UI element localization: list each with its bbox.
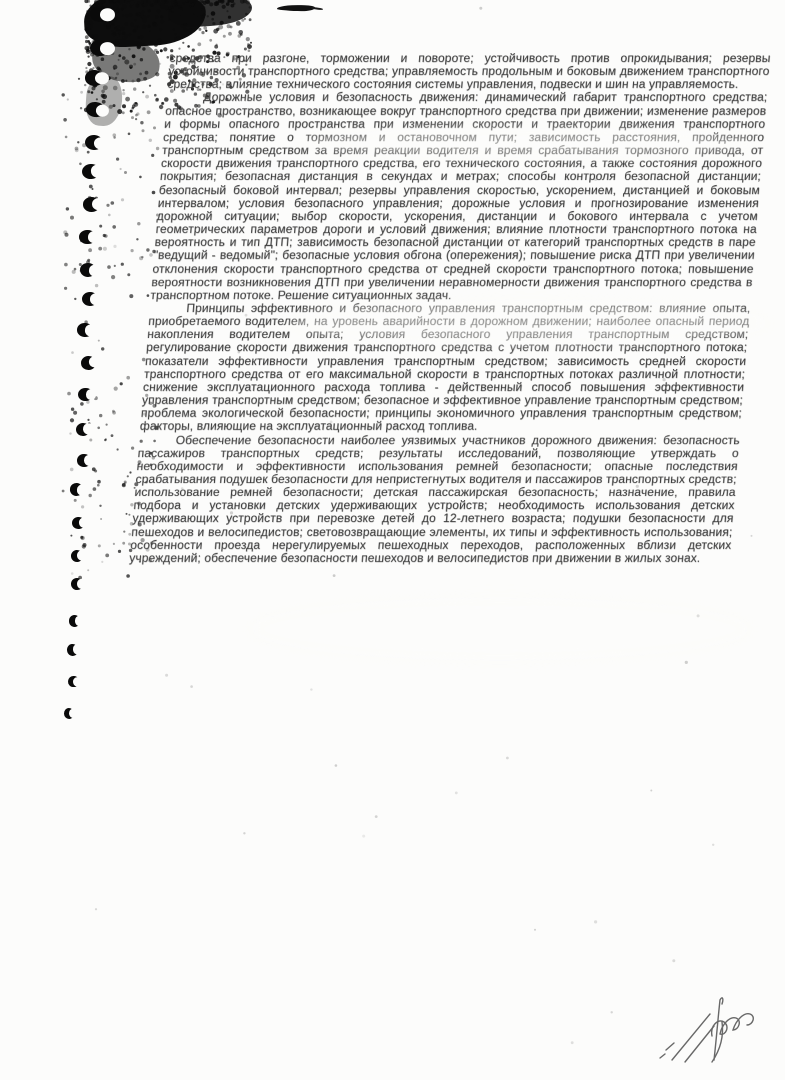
binding-hole (82, 197, 100, 212)
binding-hole (66, 643, 78, 656)
paragraph-road-conditions: Дорожные условия и безопасность движения: динамический габарит транспортного средства; опасное пространство, возникающее вокруг транспортного средства при движении; изменение размеров и формы опасного пространства при изменении скорости и траектории движения транспортного средства; понятие о тормозном и остановочном пути; зависимость расстояния, пройденного транспортным средством за время реакции водителя и время срабатывания тормозного привода, от скорости движения транспортного средства, его технического состояния, а также состояния дорожного покрытия; безопасная дистанция в секундах и метрах; способы контроля безопасной дистанции; безопасный боковой интервал; резервы управления скоростью, ускорением, дистанцией и боковым интервалом; условия безопасного управления; дорожные условия и прогнозирование изменения дорожной ситуации; выбор скорости, ускорения, дистанции и бокового интервала с учетом геометрических параметров дороги и условий движения; влияние плотности транспортного потока на вероятность и тип ДТП; зависимость безопасной дистанции от категорий транспортных средств в паре "ведущий - ведомый"; безопасные условия обгона (опережения); повышение риска ДТП при увеличении отклонения скорости транспортного средства от средней скорости транспортного потока; повышение вероятности возникновения ДТП при увеличении неравномерности движения транспортного средства в транспортном потоке. Решение ситуационных задач. (149, 90, 768, 302)
binding-hole (75, 422, 90, 436)
binding-hole (71, 516, 84, 529)
document-text (129, 52, 771, 565)
binding-hole (76, 322, 92, 337)
signature-scribble (652, 988, 770, 1068)
paragraph-vulnerable-road-users: Обеспечение безопасности наиболее уязвимых участников дорожного движения: безопасность пассажиров транспортных средств; результаты исследований, позволяющие утверждать о необходимости и эффективности использования ремней безопасности; опасные последствия срабатывания подушек безопасности для непристегнутых водителя и пассажиров транспортных средств; использование ремней безопасности; детская пассажирская безопасность; назначение, правила подбора и установки детских удерживающих устройств; необходимость использования детских удерживающих устройств при перевозке детей до 12-летнего возраста; подушки безопасности для пешеходов и велосипедистов; световозвращающие элементы, их типы и эффективность использования; особенности проезда нерегулируемых пешеходных переходов, расположенных вблизи детских учреждений; обеспечение безопасности пешеходов и велосипедистов при движении в жилых зонах. (128, 432, 741, 565)
binding-hole (80, 355, 96, 370)
binding-hole (78, 388, 93, 402)
signature-stroke (685, 1026, 714, 1062)
binding-hole (67, 675, 78, 687)
binding-hole (81, 163, 100, 179)
binding-hole (90, 6, 110, 23)
speckle-smudge (0, 0, 2, 2)
signature-stroke (660, 1054, 665, 1058)
binding-hole (85, 134, 104, 150)
speckle-page (0, 0, 2, 2)
binding-hole (85, 70, 105, 86)
binding-hole (70, 549, 84, 562)
binding-hole (71, 578, 83, 590)
signature-stroke (666, 1043, 674, 1050)
binding-hole (69, 482, 83, 496)
binding-hole (89, 40, 109, 56)
binding-hole (80, 262, 98, 278)
fade-band (250, 598, 750, 660)
paragraph-vehicle-dynamics-continuation: средства при разгоне, торможении и повороте; устойчивость против опрокидывания; резервы устойчивости транспортного средства; управляемость продольным и боковым движением транспортного средства; влияние технического состояния системы управления, подвески и шин на управляемость. (166, 51, 772, 92)
binding-hole (69, 615, 81, 627)
paragraph-effective-safe-driving: Принципы эффективного и безопасного управления транспортным средством: влияние опыта, приобретаемого водителем, на уровень аварийности в дорожном движении; наиболее опасный период накопления водителем опыта; условия безопасного управления транспортным средством; регулирование скорости движения транспортного средства с учетом плотности транспортного потока; показатели эффективности управления транспортным средством; зависимость средней скорости транспортного средства от его максимальной скорости в транспортных потоках различной плотности; снижение эксплуатационного расхода топлива - действенный способ повышения эффективности управления транспортным средством; безопасное и эффективное управление транспортным средством; проблема экологической безопасности; принципы экономичного управления транспортным средством; факторы, влияющие на эксплуатационный расход топлива. (139, 300, 751, 434)
binding-hole (81, 292, 97, 307)
binding-hole (63, 708, 73, 719)
binding-hole (76, 454, 90, 467)
speckle-margin (0, 0, 2, 2)
top-edge-mark (277, 5, 315, 12)
binding-hole (79, 230, 96, 245)
